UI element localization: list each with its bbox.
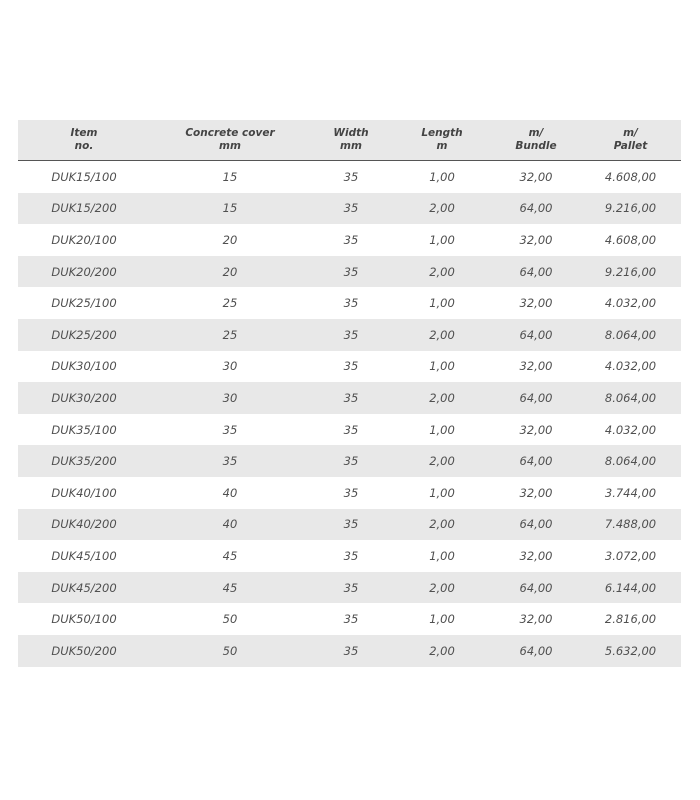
cell-concrete-cover: 30 (150, 382, 310, 414)
cell-length: 1,00 (429, 548, 455, 563)
cell-concrete-cover: 40 (150, 509, 310, 541)
table-row (18, 224, 681, 256)
header-m-per-pallet (580, 120, 681, 161)
header-unit: no. (74, 140, 94, 152)
cell-m-per-bundle: 64,00 (492, 509, 580, 541)
cell-width: 35 (310, 193, 392, 225)
cell-length: 1,00 (429, 232, 455, 247)
table-row (18, 509, 681, 541)
cell-width: 35 (310, 635, 392, 667)
table-row (18, 414, 681, 446)
cell-concrete-cover: 35 (150, 445, 310, 477)
cell-concrete-cover: 25 (222, 296, 238, 311)
cell-m-per-pallet: 8.064,00 (580, 319, 681, 351)
cell-width: 35 (343, 296, 359, 311)
header-width (310, 120, 392, 161)
table-row (18, 445, 681, 477)
cell-item-no: DUK30/100 (51, 359, 117, 374)
cell-m-per-bundle: 64,00 (492, 445, 580, 477)
cell-concrete-cover: 15 (150, 193, 310, 225)
header-m-per-bundle (492, 120, 580, 161)
cell-m-per-pallet: 6.144,00 (580, 572, 681, 604)
cell-m-per-pallet: 4.608,00 (604, 169, 657, 184)
cell-width: 35 (310, 319, 392, 351)
cell-length: 1,00 (429, 359, 455, 374)
header-concrete-cover (150, 120, 310, 161)
cell-item-no: DUK25/200 (18, 319, 150, 351)
cell-length: 2,00 (392, 193, 492, 225)
cell-m-per-pallet: 8.064,00 (580, 445, 681, 477)
cell-width: 35 (343, 359, 359, 374)
product-table (18, 120, 681, 667)
header-label: Concrete cover (185, 127, 275, 139)
table-row (18, 193, 681, 225)
header-label: Width (333, 127, 369, 139)
header-item-no (18, 120, 150, 161)
cell-length: 2,00 (392, 572, 492, 604)
cell-concrete-cover: 25 (150, 319, 310, 351)
table-body (18, 161, 681, 667)
cell-item-no: DUK35/100 (51, 422, 117, 437)
cell-m-per-bundle: 32,00 (519, 359, 553, 374)
cell-item-no: DUK50/200 (18, 635, 150, 667)
header-unit: mm (340, 140, 362, 152)
cell-m-per-pallet: 4.608,00 (604, 232, 657, 247)
cell-item-no: DUK15/100 (51, 169, 117, 184)
cell-item-no: DUK35/200 (18, 445, 150, 477)
table-header (18, 120, 681, 161)
cell-item-no: DUK25/100 (51, 296, 117, 311)
table-row (18, 540, 681, 572)
cell-m-per-bundle: 64,00 (492, 256, 580, 288)
product-table-container (18, 120, 681, 667)
cell-width: 35 (343, 485, 359, 500)
cell-width: 35 (343, 232, 359, 247)
cell-m-per-bundle: 32,00 (519, 232, 553, 247)
cell-m-per-bundle: 64,00 (492, 193, 580, 225)
cell-m-per-pallet: 7.488,00 (580, 509, 681, 541)
table-row (18, 351, 681, 383)
table-row (18, 382, 681, 414)
header-label: Length (421, 127, 463, 139)
table-row (18, 635, 681, 667)
cell-length: 2,00 (392, 509, 492, 541)
cell-length: 1,00 (429, 422, 455, 437)
cell-m-per-bundle: 64,00 (492, 382, 580, 414)
cell-m-per-pallet: 4.032,00 (604, 296, 657, 311)
table-row (18, 319, 681, 351)
cell-item-no: DUK45/100 (51, 548, 117, 563)
cell-length: 1,00 (429, 296, 455, 311)
cell-concrete-cover: 35 (222, 422, 238, 437)
cell-m-per-bundle: 64,00 (492, 319, 580, 351)
cell-m-per-pallet: 5.632,00 (580, 635, 681, 667)
cell-m-per-bundle: 32,00 (519, 612, 553, 627)
cell-width: 35 (310, 509, 392, 541)
cell-m-per-bundle: 64,00 (492, 635, 580, 667)
cell-m-per-pallet: 8.064,00 (580, 382, 681, 414)
cell-concrete-cover: 20 (150, 256, 310, 288)
cell-concrete-cover: 45 (222, 548, 238, 563)
cell-m-per-pallet: 3.744,00 (604, 485, 657, 500)
cell-item-no: DUK30/200 (18, 382, 150, 414)
cell-length: 1,00 (429, 612, 455, 627)
cell-item-no: DUK20/200 (18, 256, 150, 288)
cell-item-no: DUK20/100 (51, 232, 117, 247)
cell-m-per-pallet: 9.216,00 (580, 193, 681, 225)
cell-m-per-bundle: 32,00 (519, 485, 553, 500)
table-row (18, 161, 681, 193)
cell-width: 35 (310, 445, 392, 477)
table-row (18, 287, 681, 319)
cell-item-no: DUK40/100 (51, 485, 117, 500)
cell-m-per-bundle: 32,00 (519, 422, 553, 437)
header-label: m/ (623, 127, 638, 139)
table-row (18, 256, 681, 288)
cell-width: 35 (310, 572, 392, 604)
header-unit: Bundle (515, 140, 557, 152)
cell-concrete-cover: 40 (222, 485, 238, 500)
cell-width: 35 (343, 612, 359, 627)
cell-length: 2,00 (392, 319, 492, 351)
cell-m-per-pallet: 2.816,00 (604, 612, 657, 627)
cell-width: 35 (310, 382, 392, 414)
cell-concrete-cover: 15 (222, 169, 238, 184)
cell-length: 2,00 (392, 256, 492, 288)
table-row (18, 572, 681, 604)
cell-width: 35 (310, 256, 392, 288)
cell-m-per-bundle: 32,00 (519, 169, 553, 184)
cell-width: 35 (343, 548, 359, 563)
table-row (18, 603, 681, 635)
header-label: Item (70, 127, 98, 139)
cell-m-per-bundle: 32,00 (519, 296, 553, 311)
cell-concrete-cover: 30 (222, 359, 238, 374)
table-row (18, 477, 681, 509)
cell-length: 1,00 (429, 169, 455, 184)
cell-length: 2,00 (392, 635, 492, 667)
cell-m-per-pallet: 4.032,00 (604, 422, 657, 437)
cell-m-per-pallet: 4.032,00 (604, 359, 657, 374)
header-unit: m (436, 140, 448, 152)
cell-m-per-bundle: 32,00 (519, 548, 553, 563)
cell-m-per-pallet: 3.072,00 (604, 548, 657, 563)
cell-item-no: DUK50/100 (51, 612, 117, 627)
cell-item-no: DUK45/200 (18, 572, 150, 604)
cell-m-per-bundle: 64,00 (492, 572, 580, 604)
cell-concrete-cover: 50 (222, 612, 238, 627)
header-label: m/ (528, 127, 544, 139)
cell-length: 2,00 (392, 382, 492, 414)
cell-concrete-cover: 50 (150, 635, 310, 667)
cell-length: 1,00 (429, 485, 455, 500)
cell-length: 2,00 (392, 445, 492, 477)
header-unit: Pallet (613, 140, 648, 152)
cell-concrete-cover: 20 (222, 232, 238, 247)
cell-item-no: DUK40/200 (18, 509, 150, 541)
cell-concrete-cover: 45 (150, 572, 310, 604)
header-length (392, 120, 492, 161)
header-row (18, 120, 681, 161)
header-unit: mm (219, 140, 241, 152)
cell-width: 35 (343, 169, 359, 184)
cell-item-no: DUK15/200 (18, 193, 150, 225)
cell-m-per-pallet: 9.216,00 (580, 256, 681, 288)
cell-width: 35 (343, 422, 359, 437)
